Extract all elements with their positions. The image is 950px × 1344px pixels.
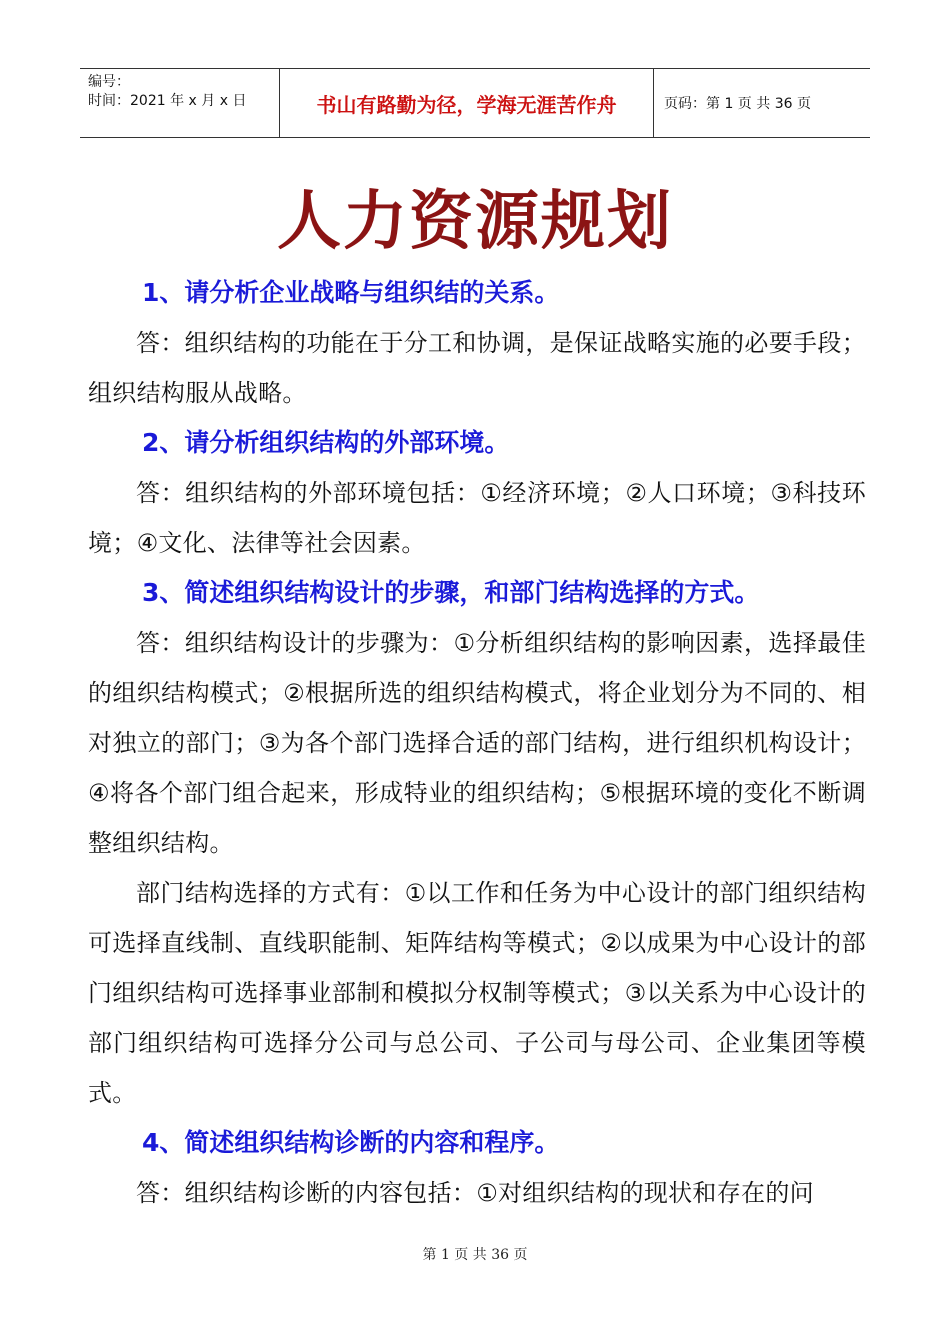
answer-paragraph: 答：组织结构设计的步骤为：①分析组织结构的影响因素，选择最佳的组织结构模式；②根据所选的组织结构模式，将企业划分为不同的、相对独立的部门；③为各个部门选择合适的部门结构，进行组织机构设计；④将各个部门组合起来，形成特业的组织结构；⑤根据环境的变化不断调整组织结构。 <box>88 629 866 857</box>
document-title: 人力资源规划 <box>277 185 673 259</box>
answer-paragraph: 部门结构选择的方式有：①以工作和任务为中心设计的部门组织结构可选择直线制、直线职能制、矩阵结构等模式；②以成果为中心设计的部门组织结构可选择事业部制和模拟分权制等模式；③以关系为中心设计的部门组织结构可选择分公司与总公司、子公司与母公司、企业集团等模式。 <box>88 879 866 1107</box>
page-header <box>80 68 870 138</box>
answer-paragraph: 答：组织结构的功能在于分工和协调，是保证战略实施的必要手段；组织结构服从战略。 <box>88 329 866 407</box>
document-body <box>88 268 866 1218</box>
question-heading: 3、简述组织结构设计的步骤，和部门结构选择的方式。 <box>142 578 760 607</box>
header-meta <box>80 69 280 137</box>
question-heading: 4、简述组织结构诊断的内容和程序。 <box>142 1128 560 1157</box>
page-footer: 第 1 页 共 36 页 <box>422 1247 528 1263</box>
header-page-info: 页码：第 1 页 共 36 页 <box>664 96 811 112</box>
answer-paragraph: 答：组织结构的外部环境包括：①经济环境；②人口环境；③科技环境；④文化、法律等社会因素。 <box>88 479 866 557</box>
answer-paragraph: 答：组织结构诊断的内容包括：①对组织结构的现状和存在的问 <box>136 1179 814 1207</box>
document-number-label: 编号： <box>88 74 130 90</box>
header-motto: 书山有路勤为径，学海无涯苦作舟 <box>280 69 654 137</box>
document-time-label: 时间：2021 年 x 月 x 日 <box>88 93 247 109</box>
question-heading: 2、请分析组织结构的外部环境。 <box>142 428 510 457</box>
question-heading: 1、请分析企业战略与组织结的关系。 <box>142 278 560 307</box>
